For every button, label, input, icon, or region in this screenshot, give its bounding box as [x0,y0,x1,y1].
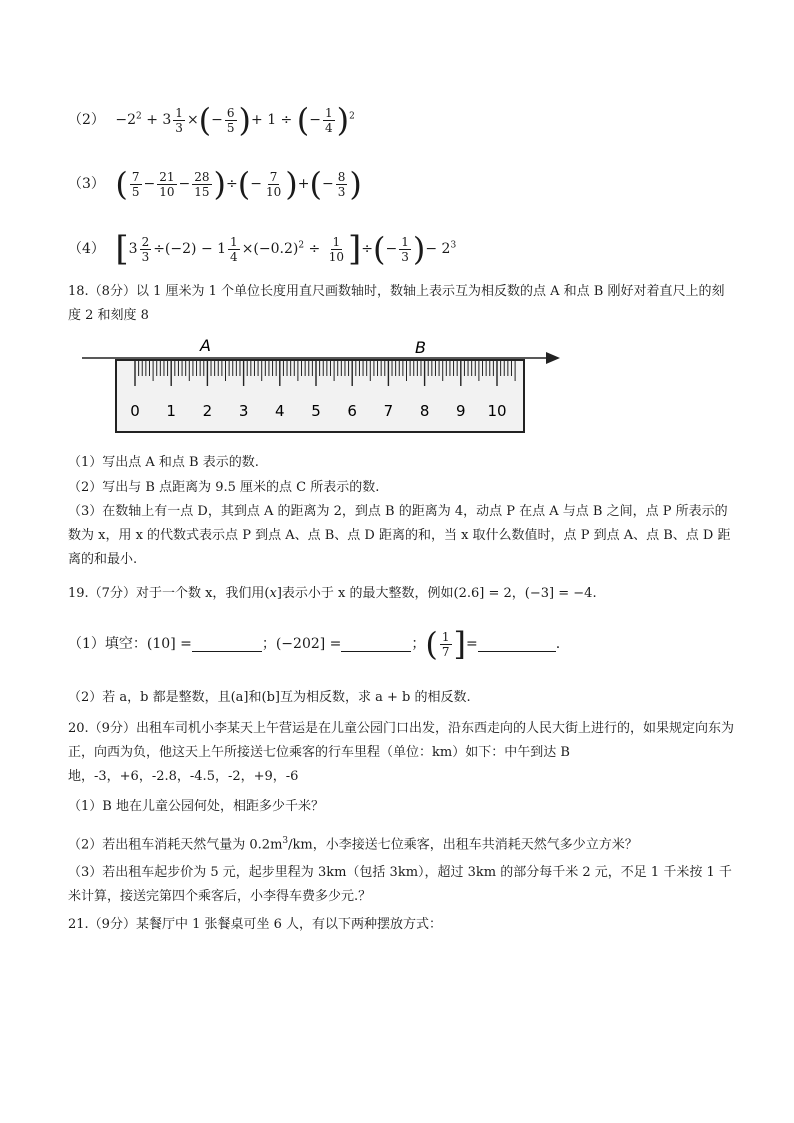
q21-stem: 21.（9分）某餐厅中 1 张餐桌可坐 6 人，有以下两种摆放方式： [68,917,443,932]
ruler-tick-label: 4 [275,402,285,420]
q17-part4-expression: [3 $\frac{2}{3}$ ÷(−2) − 1 $\frac{1}{4}$ $\times(-0.2)^2$ ÷ $\frac{1}{10}$ ]÷(− $\frac{1}{3}$ )− $2^3$ [115,229,457,269]
q19-example-2: (−3] = −4 [524,586,593,601]
axis-arrow-icon [546,352,560,364]
q17-part4 [68,229,734,269]
ruler-tick-label: 3 [238,402,249,420]
q20-sub1: （1）B 地在儿童公园何处，相距多少千米？ [68,799,324,814]
ruler-tick-label: 0 [130,402,140,420]
q20-sub2: （2）若出租车消耗天然气量为 $0.2m^3/km$，小李接送七位乘客，出租车共消耗天然气多少立方米？ [68,836,638,853]
ruler-tick-label: 5 [311,402,321,420]
q18-stem: 18.（8分）以 1 厘米为 1 个单位长度用直尺画数轴时，数轴上表示互为相反数的点 A 和点 B 刚好对着直尺上的刻度 2 和刻度 8 [68,284,725,323]
ruler-tick-label: 9 [456,402,466,420]
q19-blank-3[interactable] [478,637,556,652]
q19-stem: 19.（7分）对于一个数 x，我们用(x]表示小于 x 的最大整数，例如(2.6] = 2，(−3] = −4. [68,586,597,601]
q19-floor-notation: (x] [264,586,282,601]
q19-blank-2[interactable] [341,637,411,652]
q20-sub2-b: /km，小李接送七位乘客，出租车共消耗天然气多少立方米？ [288,837,638,853]
q17-part3 [68,165,734,203]
ruler-tick-label: 8 [419,402,430,420]
q17-part2 [68,101,734,139]
q19-sub1-prefix: （1）填空： [68,636,147,652]
q18-sub2: （2）写出与 B 点距离为 9.5 厘米的点 C 所表示的数. [68,480,380,495]
q20-stem: 20.（9分）出租车司机小李某天上午营运是在儿童公园门口出发，沿东西走向的人民大街上进行的，如果规定向东为正，向西为负，他这天上午所接送七位乘客的行车里程（单位：km）如下：中午到达 B 地，-3，+6，-2.8，-4.5，-2，+9，-6 [68,721,734,784]
q19-fill-2: (−202] = [275,636,342,652]
q19-blank-1[interactable] [192,637,262,652]
q17-part2-number: （2） [68,112,105,128]
q20-sub2-a: （2）若出租车消耗天然气量为 0.2m [68,837,283,853]
q17-part2-expression: $-2^2 + 3$ $\frac{1}{3}$ ×(− $\frac{6}{5}$ )+ 1 ÷ (− $\frac{1}{4}$ )$^2$ [115,101,355,139]
point-a-label: A [200,336,211,355]
ruler-tick-label: 1 [166,402,176,420]
ruler-tick-label: 10 [487,402,507,420]
q19-stem-a: 19.（7分）对于一个数 x，我们用 [68,586,265,601]
ruler-tick-label: 6 [347,402,357,420]
q18-sub1: （1）写出点 A 和点 B 表示的数. [68,455,259,470]
q19-stem-b: 表示小于 x 的最大整数，例如 [281,586,454,601]
point-b-label: B [415,338,426,357]
ruler-tick-label: 7 [383,402,394,420]
q18-sub3: （3）在数轴上有一点 D，其到点 A 的距离为 2，到点 B 的距离为 4，动点 P 在点 A 与点 B 之间，点 P 所表示的数为 x，用 x 的代数式表示点 P 到点 A、点 B、点 D 距离的和，当 x 取什么数值时，点 P 到点 A、点 B、点 D 距离的和最小. [68,504,731,567]
ruler-diagram [80,334,565,436]
q20-sub3: （3）若出租车起步价为 5 元，起步里程为 3km（包括 3km），超过 3km 的部分每千米 2 元，不足 1 千米按 1 千米计算，接送完第四个乘客后，小李得车费多少元.？ [68,865,732,904]
q19-sub2: （2）若 a，b 都是整数，且(a]和(b]互为相反数，求 a + b 的相反数. [68,690,471,705]
q19-fill-1: (10] = [146,636,192,652]
q19-example-1: (2.6] = 2 [453,586,512,601]
q17-part3-number: （3） [68,176,105,192]
q17-part4-number: （4） [68,241,105,257]
q19-sub1: （1）填空：(10] = ；(−202] = ；( $\frac{1}{7}$ ]= . [68,625,561,663]
ruler-tick-label: 2 [202,402,213,420]
q17-part3-expression: ( $\frac{7}{5}$ − $\frac{21}{10}$ − $\frac{28}{15}$ )÷(− $\frac{7}{10}$ )+(− $\frac{8}{3}$ ) [115,165,362,203]
